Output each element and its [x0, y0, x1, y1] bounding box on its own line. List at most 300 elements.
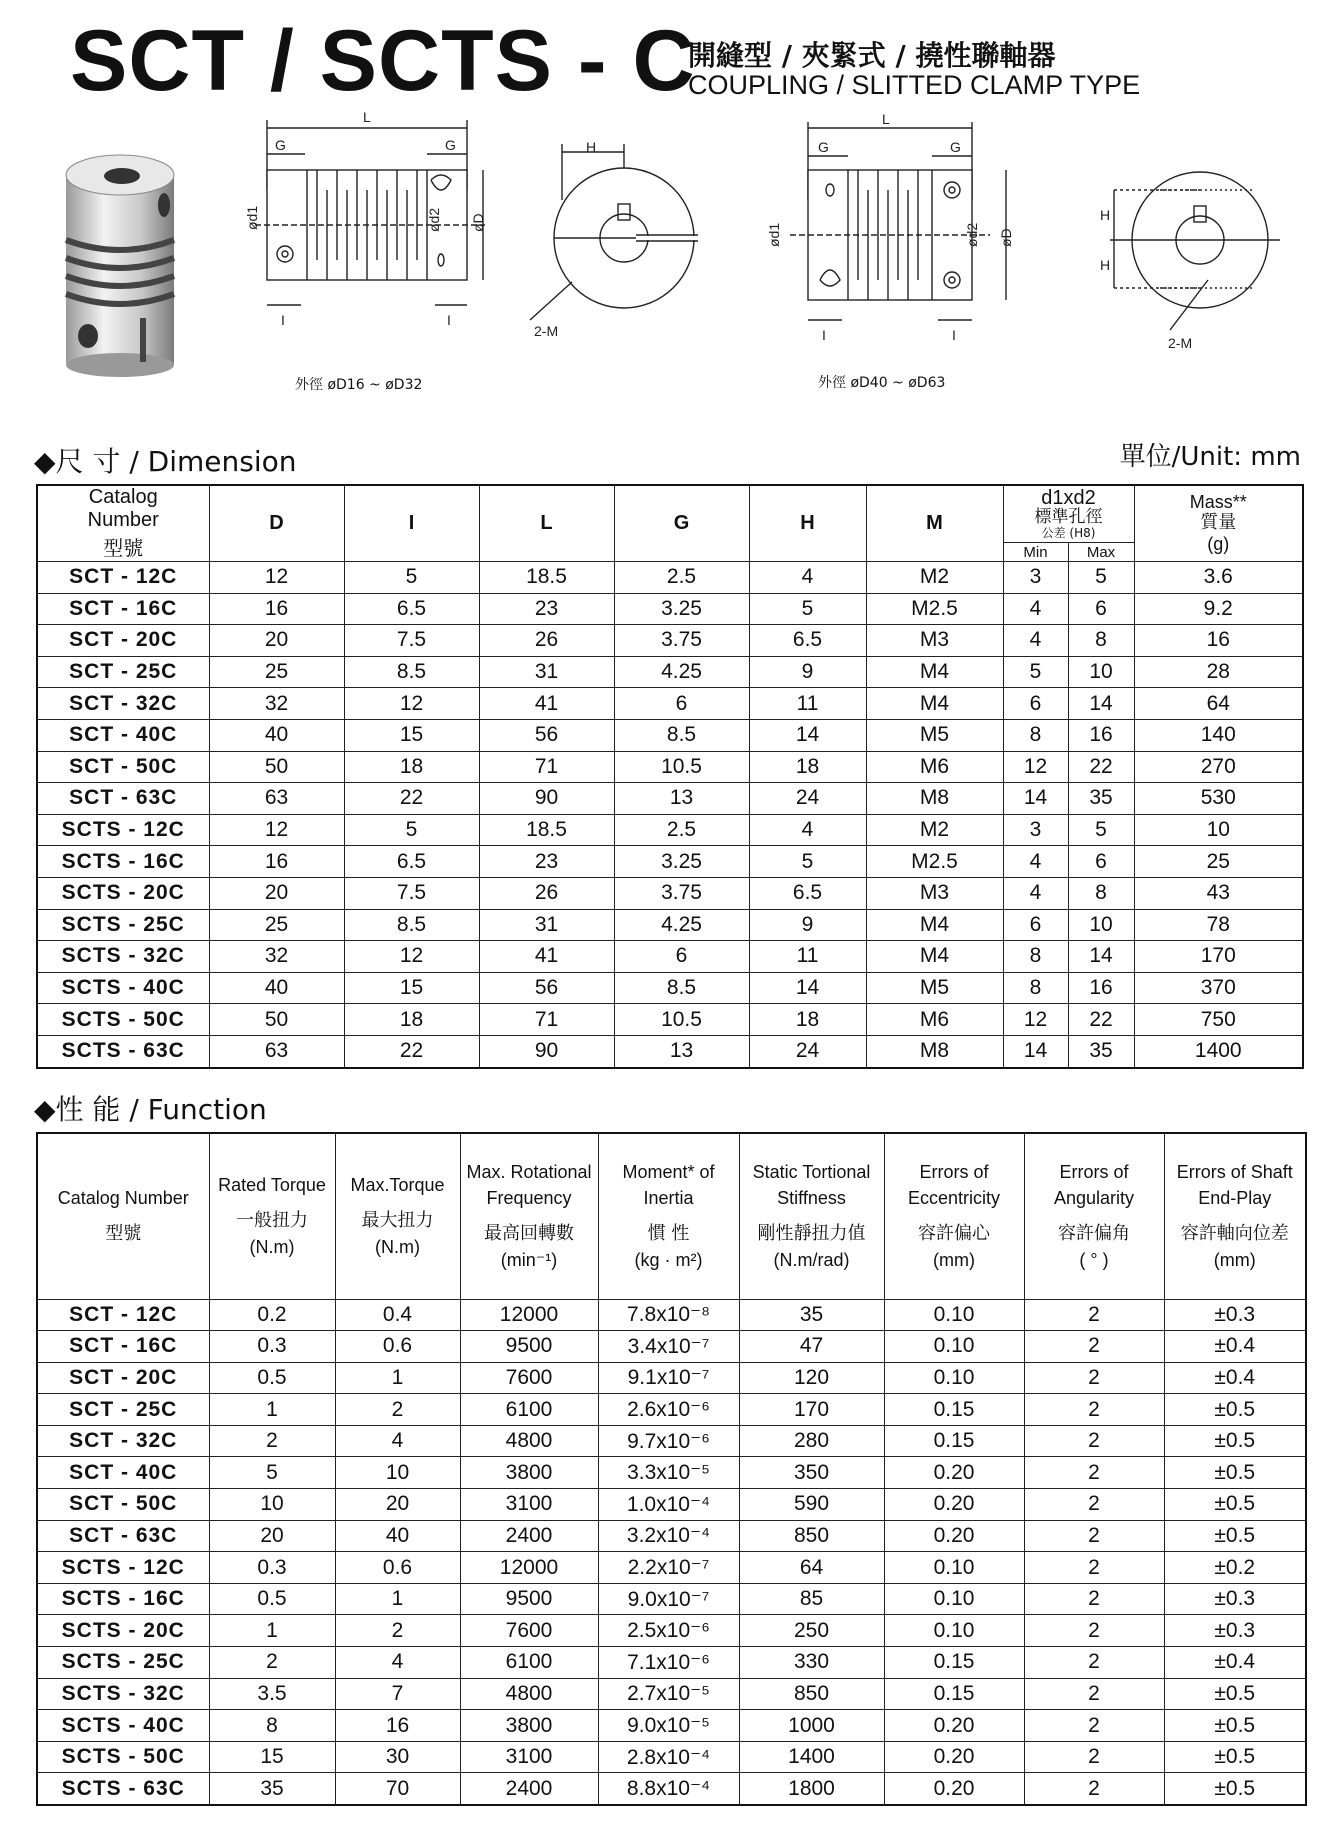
table-cell: 23	[479, 846, 614, 878]
catalog-number-cell: SCTS - 20C	[37, 1615, 209, 1647]
table-cell: 2.6x10⁻⁶	[598, 1394, 739, 1426]
table-cell: 0.15	[884, 1425, 1024, 1457]
table-cell: 13	[614, 783, 749, 815]
table-cell: 56	[479, 719, 614, 751]
table-cell: 47	[739, 1331, 884, 1363]
table-cell: 9.2	[1134, 593, 1303, 625]
table-cell: 0.3	[209, 1331, 335, 1363]
table-cell: 0.4	[335, 1299, 460, 1331]
table-cell: 0.6	[335, 1331, 460, 1363]
table-cell: M6	[866, 1004, 1003, 1036]
table-cell: 170	[1134, 941, 1303, 973]
table-cell: 2400	[460, 1520, 598, 1552]
table-cell: 7.8x10⁻⁸	[598, 1299, 739, 1331]
table-row	[37, 562, 1303, 594]
table-cell: 32	[209, 941, 344, 973]
table-cell: 14	[1003, 783, 1068, 815]
catalog-number-cell: SCTS - 16C	[37, 846, 209, 878]
header-max: Max	[1068, 543, 1134, 562]
header-G: G	[614, 485, 749, 562]
catalog-number-cell: SCTS - 63C	[37, 1773, 209, 1805]
function-table-header	[37, 1133, 1306, 1299]
table-row	[37, 909, 1303, 941]
subtitle-english: COUPLING / SLITTED CLAMP TYPE	[688, 70, 1141, 100]
table-cell: 3.3x10⁻⁵	[598, 1457, 739, 1489]
table-cell: 22	[1068, 1004, 1134, 1036]
table-cell: 6.5	[344, 846, 479, 878]
catalog-number-cell: SCT - 12C	[37, 1299, 209, 1331]
table-cell: 530	[1134, 783, 1303, 815]
table-cell: 3800	[460, 1710, 598, 1742]
table-cell: 3100	[460, 1489, 598, 1521]
table-cell: 2	[1024, 1425, 1164, 1457]
table-cell: 2	[1024, 1362, 1164, 1394]
side-view-large-drawing	[760, 111, 1060, 360]
table-row	[37, 656, 1303, 688]
table-row	[37, 1678, 1306, 1710]
end-view-large-drawing	[1100, 160, 1290, 360]
table-cell: 15	[344, 972, 479, 1004]
table-cell: 0.2	[209, 1299, 335, 1331]
table-row	[37, 941, 1303, 973]
table-cell: 16	[1134, 625, 1303, 657]
table-cell: 2	[1024, 1394, 1164, 1426]
table-cell: 13	[614, 1035, 749, 1067]
table-cell: 2.5	[614, 562, 749, 594]
table-cell: M2.5	[866, 846, 1003, 878]
table-cell: 3.25	[614, 846, 749, 878]
table-cell: 50	[209, 1004, 344, 1036]
table-cell: 4	[749, 562, 866, 594]
table-cell: 90	[479, 1035, 614, 1067]
table-cell: 6	[614, 941, 749, 973]
table-cell: 0.20	[884, 1741, 1024, 1773]
table-row	[37, 1773, 1306, 1805]
table-cell: M3	[866, 625, 1003, 657]
table-cell: 8	[1003, 719, 1068, 751]
table-cell: 2	[1024, 1331, 1164, 1363]
table-cell: 41	[479, 688, 614, 720]
table-cell: 20	[209, 1520, 335, 1552]
table-cell: 18.5	[479, 814, 614, 846]
table-cell: 10	[1068, 656, 1134, 688]
table-cell: 2.5	[614, 814, 749, 846]
table-cell: 24	[749, 1035, 866, 1067]
table-row	[37, 783, 1303, 815]
table-cell: 2400	[460, 1773, 598, 1805]
header-H: H	[749, 485, 866, 562]
table-cell: 1	[209, 1394, 335, 1426]
table-cell: 12	[1003, 751, 1068, 783]
catalog-number-cell: SCT - 40C	[37, 1457, 209, 1489]
table-cell: 4	[749, 814, 866, 846]
table-cell: 26	[479, 625, 614, 657]
table-cell: 2	[209, 1647, 335, 1679]
page-title: SCT / SCTS - C	[70, 13, 696, 109]
table-cell: 7	[335, 1678, 460, 1710]
header-I: I	[344, 485, 479, 562]
table-cell: 41	[479, 941, 614, 973]
table-cell: 3.75	[614, 877, 749, 909]
table-cell: 7600	[460, 1362, 598, 1394]
table-cell: 6.5	[344, 593, 479, 625]
function-header-5: Static Tortional Stiffness 剛性靜扭力值 (N.m/rad)	[739, 1133, 884, 1299]
catalog-number-cell: SCTS - 50C	[37, 1004, 209, 1036]
table-cell: 40	[209, 719, 344, 751]
table-cell: 6	[1003, 688, 1068, 720]
table-cell: 8.5	[614, 719, 749, 751]
table-cell: 0.15	[884, 1647, 1024, 1679]
label-L: L	[363, 109, 371, 125]
table-cell: 35	[739, 1299, 884, 1331]
label-d2-large: ød2	[964, 222, 980, 247]
caption-small-diameter: 外徑 øD16 ~ øD32	[295, 377, 423, 393]
table-cell: ±0.5	[1164, 1425, 1306, 1457]
table-cell: 30	[335, 1741, 460, 1773]
table-cell: 25	[1134, 846, 1303, 878]
header-mass: Mass** 質量 (g)	[1134, 485, 1303, 562]
table-cell: 250	[739, 1615, 884, 1647]
table-cell: 14	[1003, 1035, 1068, 1067]
table-cell: 0.10	[884, 1552, 1024, 1584]
table-cell: 3.2x10⁻⁴	[598, 1520, 739, 1552]
table-row	[37, 1457, 1306, 1489]
label-D-large: øD	[998, 228, 1014, 247]
label-G-right: G	[445, 137, 456, 153]
table-cell: 78	[1134, 909, 1303, 941]
catalog-number-cell: SCT - 20C	[37, 1362, 209, 1394]
table-cell: ±0.5	[1164, 1394, 1306, 1426]
table-cell: 9	[749, 656, 866, 688]
table-cell: 14	[1068, 941, 1134, 973]
function-heading: ◆性 能 / Function	[34, 1093, 267, 1126]
table-cell: 2	[1024, 1647, 1164, 1679]
table-cell: 0.10	[884, 1299, 1024, 1331]
table-row	[37, 1710, 1306, 1742]
table-row	[37, 877, 1303, 909]
table-row	[37, 1331, 1306, 1363]
table-row	[37, 1552, 1306, 1584]
table-row	[37, 1647, 1306, 1679]
table-cell: ±0.5	[1164, 1710, 1306, 1742]
table-cell: 8.5	[614, 972, 749, 1004]
table-row	[37, 1741, 1306, 1773]
table-cell: 10.5	[614, 1004, 749, 1036]
table-cell: 9.0x10⁻⁵	[598, 1710, 739, 1742]
table-cell: 12	[1003, 1004, 1068, 1036]
table-row	[37, 814, 1303, 846]
table-cell: 9.0x10⁻⁷	[598, 1583, 739, 1615]
table-cell: 20	[335, 1489, 460, 1521]
table-cell: 330	[739, 1647, 884, 1679]
table-cell: 14	[749, 972, 866, 1004]
table-cell: 20	[209, 877, 344, 909]
table-cell: 15	[344, 719, 479, 751]
function-header-2: Max.Torque 最大扭力 (N.m)	[335, 1133, 460, 1299]
table-cell: 31	[479, 909, 614, 941]
table-cell: 10.5	[614, 751, 749, 783]
table-cell: 4	[1003, 877, 1068, 909]
table-cell: 350	[739, 1457, 884, 1489]
table-cell: 850	[739, 1678, 884, 1710]
table-cell: 0.20	[884, 1773, 1024, 1805]
table-cell: 14	[1068, 688, 1134, 720]
table-cell: 4	[1003, 846, 1068, 878]
label-I-right: I	[447, 312, 451, 328]
table-cell: 25	[209, 909, 344, 941]
table-cell: 2.8x10⁻⁴	[598, 1741, 739, 1773]
table-cell: 170	[739, 1394, 884, 1426]
table-cell: M4	[866, 688, 1003, 720]
catalog-number-cell: SCTS - 25C	[37, 1647, 209, 1679]
table-cell: 16	[209, 593, 344, 625]
table-row	[37, 719, 1303, 751]
table-cell: ±0.3	[1164, 1299, 1306, 1331]
table-cell: 2	[1024, 1520, 1164, 1552]
table-cell: 8.5	[344, 909, 479, 941]
table-cell: 2	[1024, 1710, 1164, 1742]
table-cell: ±0.4	[1164, 1647, 1306, 1679]
table-row	[37, 1583, 1306, 1615]
table-cell: 16	[1068, 972, 1134, 1004]
table-cell: 18	[344, 1004, 479, 1036]
table-cell: 750	[1134, 1004, 1303, 1036]
table-cell: ±0.2	[1164, 1552, 1306, 1584]
table-cell: 24	[749, 783, 866, 815]
table-cell: 0.20	[884, 1457, 1024, 1489]
table-cell: M8	[866, 1035, 1003, 1067]
table-cell: 2	[1024, 1489, 1164, 1521]
table-cell: 2	[1024, 1552, 1164, 1584]
table-cell: 0.15	[884, 1394, 1024, 1426]
label-D: øD	[470, 213, 486, 232]
table-cell: 14	[749, 719, 866, 751]
table-cell: 8.5	[344, 656, 479, 688]
label-H-large-top: H	[1100, 207, 1111, 223]
table-cell: 18	[749, 1004, 866, 1036]
table-cell: 6100	[460, 1647, 598, 1679]
table-cell: 6.5	[749, 877, 866, 909]
table-row	[37, 1615, 1306, 1647]
function-header-0: Catalog Number 型號	[37, 1133, 209, 1299]
table-cell: 18	[749, 751, 866, 783]
catalog-number-cell: SCTS - 50C	[37, 1741, 209, 1773]
table-cell: 3.5	[209, 1678, 335, 1710]
table-row	[37, 1489, 1306, 1521]
table-cell: 8	[1068, 625, 1134, 657]
table-cell: 2	[1024, 1773, 1164, 1805]
table-cell: 4	[1003, 625, 1068, 657]
dimension-heading: ◆尺 寸 / Dimension	[34, 445, 297, 478]
table-cell: 4.25	[614, 909, 749, 941]
table-cell: 5	[1068, 562, 1134, 594]
catalog-number-cell: SCT - 25C	[37, 656, 209, 688]
table-cell: 11	[749, 688, 866, 720]
table-cell: 2	[1024, 1615, 1164, 1647]
label-d1-large: ød1	[766, 222, 782, 247]
function-header-7: Errors of Angularity 容許偏角 ( ° )	[1024, 1133, 1164, 1299]
table-cell: 16	[335, 1710, 460, 1742]
table-cell: 70	[335, 1773, 460, 1805]
table-cell: 9	[749, 909, 866, 941]
drawings-area	[0, 110, 1329, 410]
catalog-number-cell: SCTS - 40C	[37, 1710, 209, 1742]
table-cell: M8	[866, 783, 1003, 815]
catalog-number-cell: SCT - 32C	[37, 1425, 209, 1457]
table-cell: 850	[739, 1520, 884, 1552]
table-cell: 4	[335, 1425, 460, 1457]
table-cell: 90	[479, 783, 614, 815]
side-view-small-drawing	[244, 109, 505, 355]
table-cell: M5	[866, 719, 1003, 751]
table-cell: 10	[335, 1457, 460, 1489]
table-cell: 12	[344, 941, 479, 973]
label-L-large: L	[882, 111, 890, 127]
catalog-number-cell: SCT - 32C	[37, 688, 209, 720]
table-cell: 32	[209, 688, 344, 720]
header-M: M	[866, 485, 1003, 562]
table-row	[37, 1425, 1306, 1457]
header-D: D	[209, 485, 344, 562]
table-cell: 0.20	[884, 1710, 1024, 1742]
label-2M-small: 2-M	[534, 323, 559, 339]
function-header-6: Errors of Eccentricity 容許偏心 (mm)	[884, 1133, 1024, 1299]
table-cell: 7600	[460, 1615, 598, 1647]
dimension-table-body	[37, 562, 1303, 1068]
table-cell: 5	[1068, 814, 1134, 846]
table-cell: 25	[209, 656, 344, 688]
table-cell: 9.7x10⁻⁶	[598, 1425, 739, 1457]
table-cell: 3.75	[614, 625, 749, 657]
table-cell: 35	[209, 1773, 335, 1805]
table-cell: 3.4x10⁻⁷	[598, 1331, 739, 1363]
catalog-number-cell: SCTS - 25C	[37, 909, 209, 941]
table-cell: 120	[739, 1362, 884, 1394]
table-cell: ±0.5	[1164, 1773, 1306, 1805]
table-cell: ±0.3	[1164, 1583, 1306, 1615]
table-cell: 18.5	[479, 562, 614, 594]
table-cell: 22	[344, 783, 479, 815]
table-cell: 2.5x10⁻⁶	[598, 1615, 739, 1647]
table-cell: ±0.3	[1164, 1615, 1306, 1647]
coupling-photo	[60, 150, 180, 380]
table-row	[37, 625, 1303, 657]
dimension-table	[36, 484, 1304, 1069]
header-bore: d1xd2 標準孔徑 公差 (H8)	[1003, 485, 1134, 543]
table-cell: 64	[1134, 688, 1303, 720]
table-cell: 5	[1003, 656, 1068, 688]
table-cell: 8	[1003, 972, 1068, 1004]
table-cell: 1400	[1134, 1035, 1303, 1067]
catalog-number-cell: SCTS - 12C	[37, 1552, 209, 1584]
table-cell: 0.10	[884, 1362, 1024, 1394]
table-cell: 40	[209, 972, 344, 1004]
table-cell: 71	[479, 751, 614, 783]
catalog-number-cell: SCTS - 20C	[37, 877, 209, 909]
label-G-right-large: G	[950, 139, 961, 155]
table-cell: ±0.5	[1164, 1741, 1306, 1773]
catalog-number-cell: SCT - 12C	[37, 562, 209, 594]
table-cell: 15	[209, 1741, 335, 1773]
table-cell: 2	[1024, 1741, 1164, 1773]
table-cell: 56	[479, 972, 614, 1004]
table-row	[37, 1362, 1306, 1394]
table-row	[37, 1035, 1303, 1067]
table-cell: 12	[344, 688, 479, 720]
table-cell: 63	[209, 783, 344, 815]
table-cell: 3	[1003, 814, 1068, 846]
table-cell: 5	[209, 1457, 335, 1489]
table-cell: 2	[1024, 1678, 1164, 1710]
table-cell: 26	[479, 877, 614, 909]
table-cell: 9500	[460, 1331, 598, 1363]
table-cell: 12000	[460, 1299, 598, 1331]
table-cell: 5	[749, 593, 866, 625]
table-cell: 5	[749, 846, 866, 878]
table-cell: 1400	[739, 1741, 884, 1773]
table-cell: 9.1x10⁻⁷	[598, 1362, 739, 1394]
table-cell: 71	[479, 1004, 614, 1036]
table-cell: 8.8x10⁻⁴	[598, 1773, 739, 1805]
table-cell: 23	[479, 593, 614, 625]
table-row	[37, 688, 1303, 720]
table-cell: 6100	[460, 1394, 598, 1426]
label-I-left: I	[281, 312, 285, 328]
table-cell: 31	[479, 656, 614, 688]
table-cell: 0.6	[335, 1552, 460, 1584]
table-cell: 5	[344, 562, 479, 594]
catalog-number-cell: SCTS - 16C	[37, 1583, 209, 1615]
table-cell: 18	[344, 751, 479, 783]
table-cell: 12	[209, 814, 344, 846]
table-cell: 16	[209, 846, 344, 878]
table-cell: 270	[1134, 751, 1303, 783]
unit-label: 單位/Unit: mm	[1119, 442, 1301, 472]
table-cell: 1	[209, 1615, 335, 1647]
table-cell: 50	[209, 751, 344, 783]
table-row	[37, 751, 1303, 783]
table-cell: 0.10	[884, 1615, 1024, 1647]
label-d2: ød2	[426, 207, 442, 232]
catalog-number-cell: SCT - 50C	[37, 751, 209, 783]
label-I-left-large: I	[822, 327, 826, 343]
catalog-number-cell: SCT - 63C	[37, 1520, 209, 1552]
subtitle-chinese: 開縫型 / 夾緊式 / 撓性聯軸器	[688, 39, 1056, 72]
table-cell: 2	[209, 1425, 335, 1457]
table-cell: 2	[1024, 1299, 1164, 1331]
table-row	[37, 972, 1303, 1004]
label-I-right-large: I	[952, 327, 956, 343]
table-cell: 0.20	[884, 1489, 1024, 1521]
function-table-body	[37, 1299, 1306, 1805]
table-cell: 63	[209, 1035, 344, 1067]
label-G-left-large: G	[818, 139, 829, 155]
table-cell: 7.5	[344, 625, 479, 657]
function-table	[36, 1132, 1307, 1806]
table-row	[37, 846, 1303, 878]
table-cell: 3.6	[1134, 562, 1303, 594]
table-cell: 35	[1068, 783, 1134, 815]
catalog-number-cell: SCT - 25C	[37, 1394, 209, 1426]
table-cell: 8	[1068, 877, 1134, 909]
catalog-number-cell: SCT - 63C	[37, 783, 209, 815]
table-row	[37, 1299, 1306, 1331]
table-row	[37, 1520, 1306, 1552]
table-cell: 2	[1024, 1457, 1164, 1489]
catalog-number-cell: SCTS - 63C	[37, 1035, 209, 1067]
table-cell: 16	[1068, 719, 1134, 751]
table-cell: M3	[866, 877, 1003, 909]
